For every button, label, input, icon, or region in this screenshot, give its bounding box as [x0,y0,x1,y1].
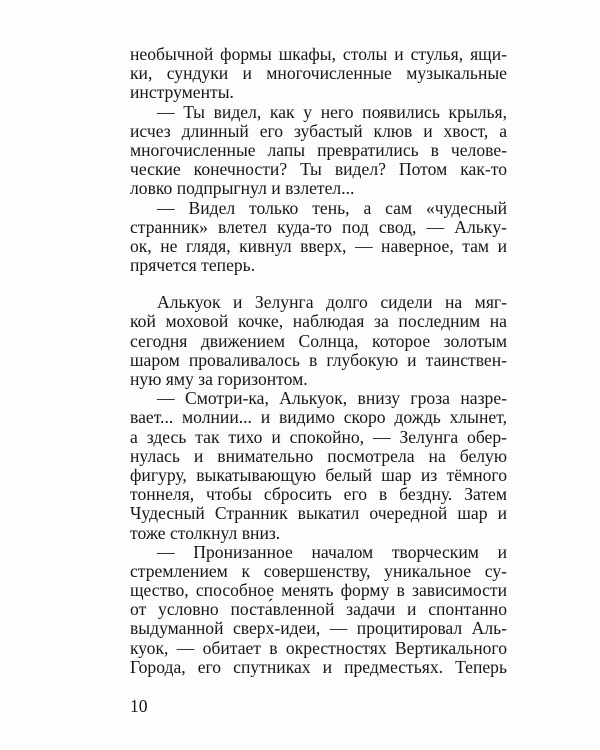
text-line: куок, — обитает в окрестностях Вертикального [130,637,507,658]
text-line: Города, его спутниках и предместьях. Теперь [130,656,507,677]
text-line: тоннеля, чтобы сбросить его в бездну. Затем [130,484,507,505]
text-line: кой моховой кочке, наблюдая за последним на [130,311,507,332]
text-line: ок, не глядя, кивнул вверх, — наверное, там и [130,235,507,256]
text-line: от условно поста́вленной задачи и спонтанно [130,599,507,620]
text-line: — Смотри-ка, Алькуок, внизу гроза назре- [157,388,507,409]
paragraph [130,543,507,677]
paragraph [130,45,507,103]
text-line: шаром проваливалось в глубокую и таинствен- [130,349,507,370]
text-line: необычной формы шкафы, столы и стулья, ящи- [130,44,507,64]
text-line: фигуру, выкатывающую белый шар из тёмного [130,464,507,485]
body-text [130,45,507,677]
text-line: тоже столкнул вниз. [130,522,281,543]
text-line: Чудесный Странник выкатил очередной шар и [130,503,507,524]
text-line: ческие конечности? Ты видел? Потом как-то [130,159,507,180]
text-line: прячется теперь. [130,255,256,276]
text-line: вает... молнии... и видимо скоро дождь хлынет, [130,407,507,428]
text-line: инструменты. [130,82,234,103]
text-line: странник» влетел куда-то под свод, — Алькy- [130,216,507,237]
paragraph [130,103,507,199]
text-line: выдуманной сверх-идеи, — процитировал Аль- [130,618,507,639]
text-line: ную яму за горизонтом. [130,369,308,389]
paragraph [130,293,507,389]
section-break [130,275,507,293]
text-line: — Видел только тень, а сам «чудесный [157,197,507,218]
paragraph [130,199,507,276]
text-line: Алькуок и Зелунга долго сидели на мяг- [157,292,507,313]
text-line: — Пронизанное началом творческим и [157,541,507,562]
paragraph [130,389,507,543]
text-line: а здесь так тихо и спокойно, — Зелунга обер- [130,426,507,447]
text-line: стремлением к совершенству, уникальное су- [130,560,507,581]
text-line: исчез длинный его зубастый клюв и хвост, а [130,120,507,141]
page-number: 10 [130,696,148,716]
text-line: многочисленные лапы превратились в челове- [130,139,507,160]
text-line: щество, способное менять форму в зависимости [130,580,507,601]
text-line: — Ты видел, как у него появились крылья, [157,101,507,122]
text-line: ловко подпрыгнул и взлетел... [130,178,355,199]
text-line: ки, сундуки и многочисленные музыкальные [130,63,507,84]
text-line: сегодня движением Солнца, которое золотым [130,330,507,351]
text-line: нулась и внимательно посмотрела на белую [130,445,507,466]
